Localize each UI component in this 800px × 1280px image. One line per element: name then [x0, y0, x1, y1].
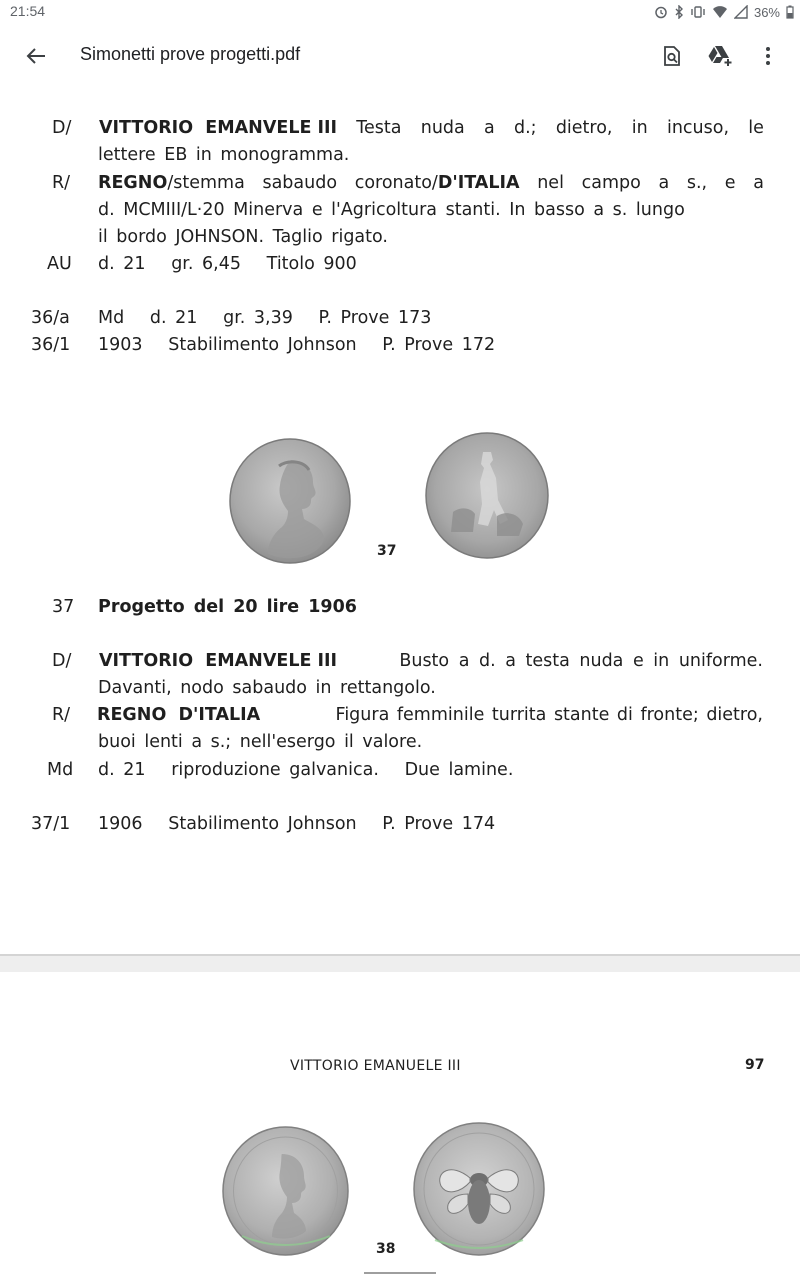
page-number: 97 [745, 1057, 765, 1073]
page-divider [0, 954, 800, 972]
word: le [748, 118, 764, 138]
coin-37-reverse-image [425, 432, 549, 559]
r-label: R/ [52, 705, 71, 725]
document-title: Simonetti prove progetti.pdf [80, 44, 301, 64]
word: a [484, 118, 495, 138]
entry37-r-bold: REGNO D'ITALIA [97, 705, 261, 725]
entry37-r-line1-text: Figura femminile turrita stante di fronte; dietro, [335, 705, 763, 725]
status-icons [654, 2, 794, 22]
vibrate-icon [690, 5, 706, 19]
battery-percent: 36% [753, 4, 780, 20]
word: Testa [356, 118, 402, 138]
scroll-indicator [364, 1272, 436, 1274]
r-label: R/ [52, 173, 71, 193]
md-label: Md [47, 760, 74, 780]
entry36-d-line2: lettere EB in monogramma. [98, 145, 350, 165]
back-button[interactable] [20, 42, 52, 70]
entry37-r-line1 [97, 705, 763, 725]
find-in-page-icon [663, 46, 681, 66]
bold-text: REGNO [98, 173, 168, 193]
entry36-d-bold: VITTORIO EMANVELE III [99, 118, 338, 138]
entry36-r-line3: il bordo JOHNSON. Taglio rigato. [98, 227, 388, 247]
row-label-36a: 36/a [31, 308, 70, 328]
word: a [753, 173, 764, 193]
alarm-icon [654, 5, 668, 19]
pdf-page [0, 972, 800, 1280]
entry36-d-line1 [99, 118, 764, 138]
pdf-page [0, 88, 800, 954]
figure-number-37: 37 [377, 543, 397, 559]
word: nuda [420, 118, 465, 138]
word: sabaudo [262, 173, 338, 193]
add-to-drive-button[interactable] [705, 41, 735, 71]
word: a [658, 173, 670, 193]
running-head: VITTORIO EMANUELE III [290, 1058, 461, 1074]
arrow-back-icon [26, 47, 46, 65]
find-in-page-button[interactable] [657, 41, 687, 71]
more-vert-icon [765, 46, 771, 66]
battery-icon [786, 5, 794, 19]
word: e [724, 173, 736, 193]
row-label-36-1: 36/1 [31, 335, 71, 355]
word: in [631, 118, 648, 138]
au-label: AU [47, 254, 72, 274]
entry36-r-line1 [98, 173, 764, 193]
row-text-37-1: 1906 Stabilimento Johnson P. Prove 174 [98, 814, 496, 834]
d-label: D/ [52, 651, 72, 671]
bold-text: D'ITALIA [437, 173, 520, 193]
status-bar [0, 0, 800, 24]
text: coronato/ [354, 173, 438, 193]
row-text-36-1: 1903 Stabilimento Johnson P. Prove 172 [98, 335, 496, 355]
entry36-r-line2: d. MCMIII/L·20 Minerva e l'Agricoltura stanti. In basso a s. lungo [98, 200, 685, 220]
md-text: d. 21 riproduzione galvanica. Due lamine. [98, 760, 514, 780]
entry37-r-line2: buoi lenti a s.; nell'esergo il valore. [98, 732, 423, 752]
entry-number-37: 37 [52, 597, 75, 617]
bluetooth-icon [674, 5, 684, 19]
entry37-d-bold: VITTORIO EMANVELE III [99, 651, 338, 671]
word: campo [581, 173, 641, 193]
text: /stemma [167, 173, 245, 193]
word: d.; [513, 118, 537, 138]
word: nel [537, 173, 564, 193]
signal-icon [734, 5, 748, 19]
more-options-button[interactable] [753, 41, 783, 71]
coin-37-obverse-image [229, 438, 351, 564]
coin-38-obverse-image [222, 1126, 349, 1256]
word: dietro, [555, 118, 613, 138]
row-text-36a: Md d. 21 gr. 3,39 P. Prove 173 [98, 308, 432, 328]
row-label-37-1: 37/1 [31, 814, 71, 834]
entry37-d-line1-text: Busto a d. a testa nuda e in uniforme. [399, 651, 763, 671]
word: s., [686, 173, 708, 193]
au-text: d. 21 gr. 6,45 Titolo 900 [98, 254, 357, 274]
wifi-icon [712, 5, 728, 19]
word: incuso, [666, 118, 730, 138]
entry-title-37: Progetto del 20 lire 1906 [98, 597, 357, 617]
status-time: 21:54 [10, 3, 46, 19]
entry37-d-line2: Davanti, nodo sabaudo in rettangolo. [98, 678, 436, 698]
add-to-drive-icon [707, 45, 733, 67]
figure-number-38: 38 [376, 1241, 396, 1257]
d-label: D/ [52, 118, 72, 138]
entry37-d-line1 [99, 651, 763, 671]
coin-38-reverse-image [413, 1122, 545, 1256]
app-bar [0, 24, 800, 88]
